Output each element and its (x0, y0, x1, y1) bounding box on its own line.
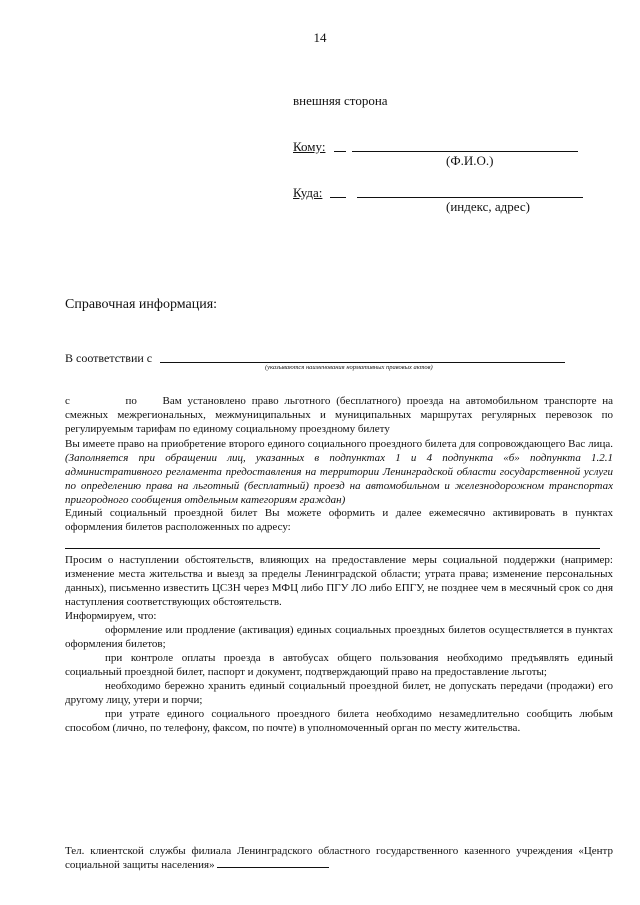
basis-label: В соответствии с (65, 351, 153, 365)
issue-paragraph: Единый социальный проездной билет Вы можете оформить и далее ежемесячно активировать в пунктах оформления билетов расположенных по адресу: (65, 507, 613, 533)
right-from: с (65, 395, 70, 407)
footer-line (217, 867, 329, 868)
side-title: внешняя сторона (293, 93, 388, 108)
where-line (357, 197, 583, 198)
info-heading: Справочная информация: (65, 297, 218, 312)
basis-line (160, 362, 565, 363)
to-label: Кому: (293, 139, 326, 154)
second-ticket-note: (Заполняется при обращении лиц, указанных в подпунктах 1 и 4 подпункта «б» подпункта 1.2.1 административного регламента предоставления на территории Ленинградской области государственной услуги по определению права на льготный (бесплатный) проезд на автомобильном и железнодорожном транспортах пригородного сообщения отдельным категориям граждан) (65, 452, 613, 506)
to-line-short (334, 151, 346, 152)
second-ticket-paragraph (65, 437, 613, 507)
right-text: Вам установлено право льготного (бесплатного) проезда на автомобильном транспорте на смежных межрегиональных, межмуниципальных и муниципальных маршрутах регулярных перевозок по регулируемым тарифам по единому социальному проездному билету (65, 395, 614, 435)
inform-item: необходимо бережно хранить единый социальный проездной билет, не допускать передачи (продажи) его другому лицу, утери и порчи; (65, 680, 613, 706)
right-to: по (125, 395, 137, 407)
page-number: 14 (313, 30, 327, 45)
second-ticket-text: Вы имеете право на приобретение второго единого социального проездного билета для сопровождающего Вас лица. (65, 438, 613, 450)
where-line-short (330, 197, 346, 198)
footer-text: Тел. клиентской службы филиала Ленинградского областного государственного казенного учреждения «Центр социальной защиты населения» (65, 845, 613, 871)
where-hint: (индекс, адрес) (446, 199, 530, 214)
where-label: Куда: (293, 185, 323, 200)
inform-item: оформление или продление (активация) единых социальных проездных билетов осуществляется в пунктах оформления билетов; (65, 624, 613, 650)
footer (65, 844, 613, 872)
inform-item: при контроле оплаты проезда в автобусах общего пользования необходимо предъявлять единый социальный проездной билет, паспорт и документ, подтверждающий право на предоставление льготы; (65, 652, 613, 678)
basis-hint: (указываются наименования нормативных правовых актов) (265, 364, 433, 371)
inform-item: при утрате единого социального проездного билета необходимо незамедлительно сообщить любым способом (лично, по телефону, факсом, по почте) в уполномоченный орган по месту жительства. (65, 708, 613, 734)
address-line (65, 548, 600, 549)
request-text: Просим о наступлении обстоятельств, влияющих на предоставление меры социальной поддержки (например: изменение места жительства и выезд за пределы Ленинградской области; утрата права; изменение персональных данных), письменно известить ЦСЗН через МФЦ либо ПГУ ЛО либо ЕПГУ, не позднее чем в месячный срок со дня наступления соответствующих обстоятельств. (65, 554, 613, 608)
to-line (352, 151, 578, 152)
right-paragraph (65, 394, 613, 436)
to-hint: (Ф.И.О.) (446, 153, 494, 168)
request-block (65, 553, 613, 735)
inform-label: Информируем, что: (65, 610, 157, 622)
